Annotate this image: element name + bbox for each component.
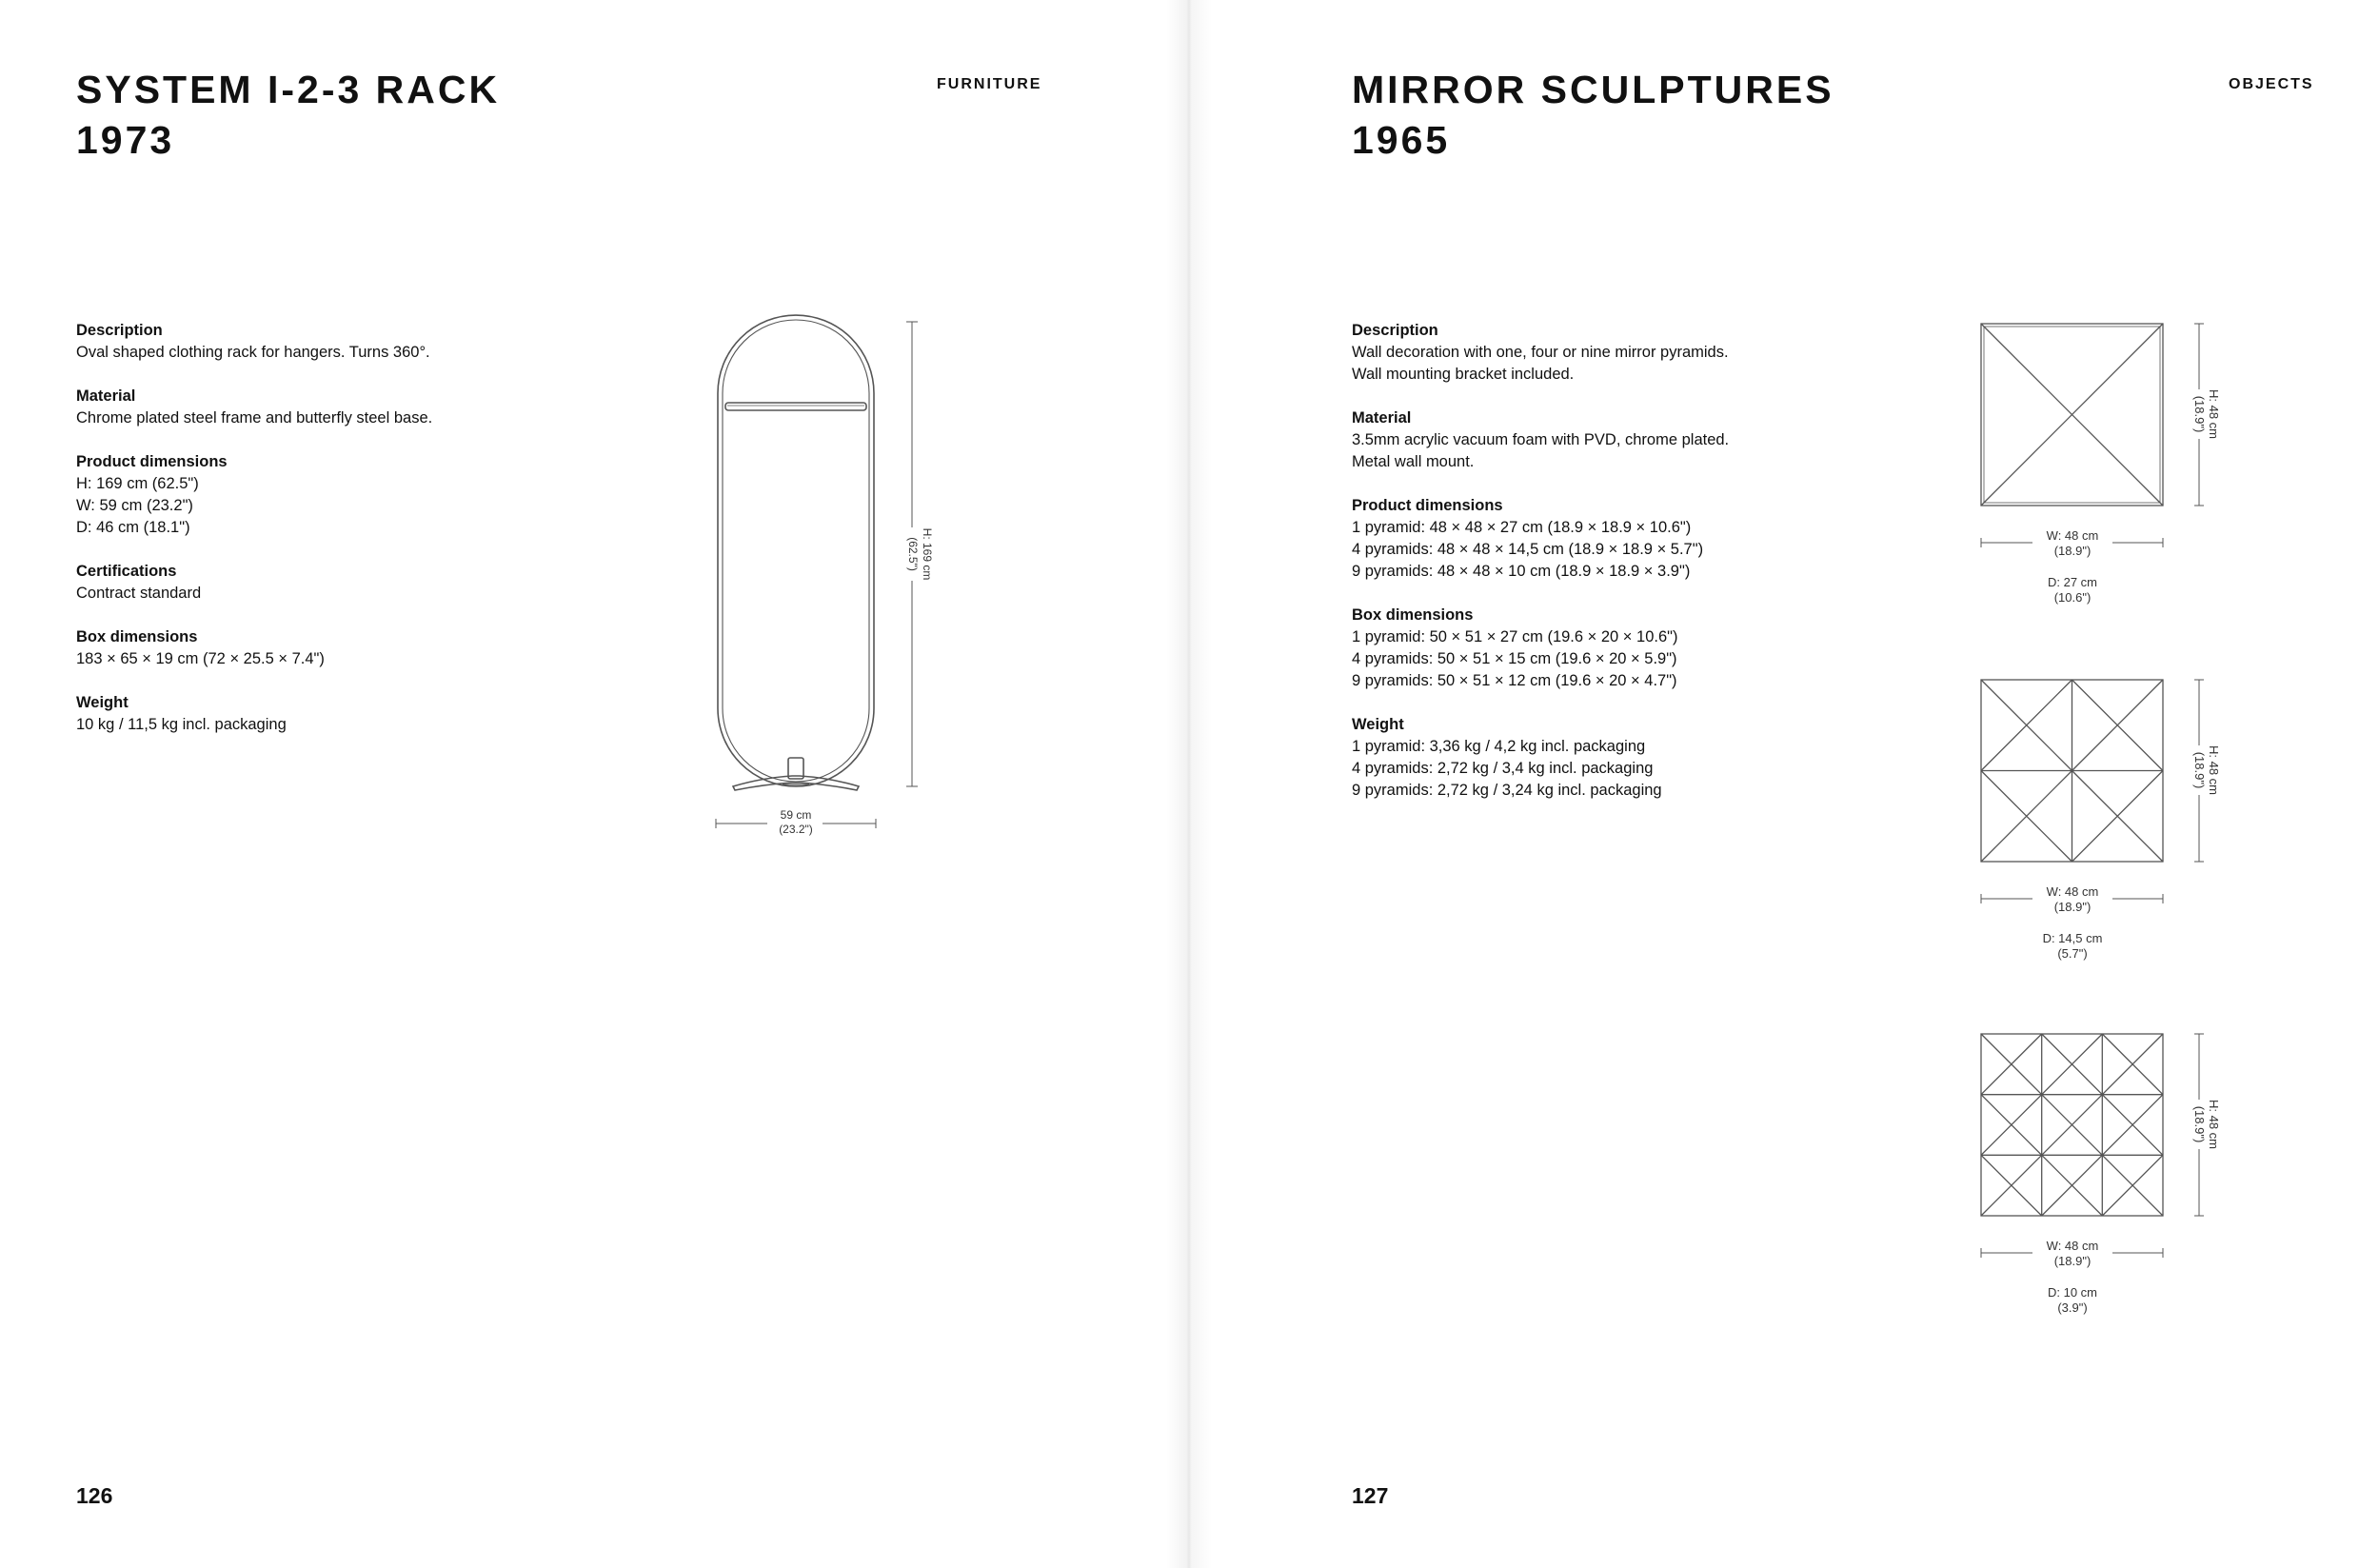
spec-product-dimensions	[1352, 495, 1729, 583]
height-label-inches: (18.9")	[2192, 1105, 2207, 1143]
left-title-year: 1973	[76, 118, 175, 162]
spec-value: 9 pyramids: 48 × 48 × 10 cm (18.9 × 18.9 × 3.9")	[1352, 563, 1691, 580]
height-label: H: 48 cm	[2207, 1099, 2221, 1150]
mirror-sculpture-9-drawing	[1970, 1029, 2221, 1324]
spec-label: Weight	[1352, 716, 1404, 733]
height-label-inches: (62.5")	[906, 537, 920, 571]
right-page	[1189, 0, 2379, 1568]
mirror-sculpture-1-drawing	[1970, 319, 2221, 614]
spec-value: H: 169 cm (62.5")	[76, 475, 199, 492]
depth-label-inches: (10.6")	[2053, 590, 2092, 605]
spec-weight	[76, 692, 432, 736]
spec-certifications	[76, 561, 432, 605]
right-page-title	[1352, 65, 1834, 166]
spec-value: 9 pyramids: 50 × 51 × 12 cm (19.6 × 20 × 4.7")	[1352, 672, 1677, 689]
spec-label: Box dimensions	[76, 628, 198, 645]
depth-label-inches: (5.7")	[2057, 946, 2088, 961]
spec-value: Contract standard	[76, 585, 202, 602]
spec-value: Metal wall mount.	[1352, 453, 1475, 470]
width-label-inches: (18.9")	[2053, 544, 2092, 558]
depth-label-inches: (3.9")	[2057, 1300, 2088, 1315]
spec-label: Product dimensions	[1352, 497, 1503, 514]
left-page-number: 126	[76, 1483, 113, 1508]
spec-weight	[1352, 714, 1729, 802]
spec-box-dimensions	[1352, 605, 1729, 692]
left-category-label: FURNITURE	[937, 76, 1042, 92]
height-label-inches: (18.9")	[2192, 751, 2207, 789]
spec-description	[1352, 320, 1729, 386]
left-title-product: SYSTEM I-2-3 RACK	[76, 68, 501, 111]
spec-value: 1 pyramid: 48 × 48 × 27 cm (18.9 × 18.9 × 10.6")	[1352, 519, 1692, 536]
width-label-inches: (23.2")	[779, 823, 813, 836]
spec-value: 4 pyramids: 50 × 51 × 15 cm (19.6 × 20 × 5.9")	[1352, 650, 1677, 667]
spec-label: Box dimensions	[1352, 606, 1474, 624]
width-label-inches: (18.9")	[2053, 900, 2092, 914]
width-label: 59 cm	[780, 808, 812, 822]
depth-label: D: 14,5 cm	[2042, 931, 2103, 945]
height-label: H: 48 cm	[2207, 744, 2221, 796]
spec-value: Chrome plated steel frame and butterfly steel base.	[76, 409, 433, 427]
spec-value: D: 46 cm (18.1")	[76, 519, 190, 536]
spec-value: 9 pyramids: 2,72 kg / 3,24 kg incl. packaging	[1352, 782, 1662, 799]
spec-value: 4 pyramids: 2,72 kg / 3,4 kg incl. packaging	[1352, 760, 1654, 777]
spec-value: 183 × 65 × 19 cm (72 × 25.5 × 7.4")	[76, 650, 325, 667]
rack-oval-inner	[723, 320, 869, 782]
spec-value: 1 pyramid: 3,36 kg / 4,2 kg incl. packaging	[1352, 738, 1646, 755]
spec-box-dimensions	[76, 626, 432, 670]
left-page-title	[76, 65, 500, 166]
spec-label: Description	[1352, 322, 1438, 339]
width-label-inches: (18.9")	[2053, 1254, 2092, 1268]
spec-material	[1352, 407, 1729, 473]
right-category-label: OBJECTS	[2229, 76, 2314, 92]
rack-hanger-bar	[725, 403, 866, 410]
right-specs	[1352, 320, 1729, 824]
clothing-rack-drawing	[704, 314, 933, 857]
spec-description	[76, 320, 432, 364]
mirror-sculpture-4-drawing	[1970, 675, 2221, 970]
width-label: W: 48 cm	[2046, 528, 2099, 543]
spec-material	[76, 386, 432, 429]
spec-value: Oval shaped clothing rack for hangers. Turns 360°.	[76, 344, 430, 361]
spec-value: 1 pyramid: 50 × 51 × 27 cm (19.6 × 20 × 10.6")	[1352, 628, 1678, 645]
spec-value: 10 kg / 11,5 kg incl. packaging	[76, 716, 287, 733]
spec-value: Wall mounting bracket included.	[1352, 366, 1575, 383]
right-title-year: 1965	[1352, 118, 1451, 162]
height-label: H: 169 cm	[921, 527, 934, 581]
spec-label: Description	[76, 322, 163, 339]
depth-label: D: 10 cm	[2047, 1285, 2098, 1300]
spec-value: W: 59 cm (23.2")	[76, 497, 193, 514]
height-label: H: 48 cm	[2207, 388, 2221, 440]
width-label: W: 48 cm	[2046, 1239, 2099, 1253]
height-label-inches: (18.9")	[2192, 395, 2207, 433]
left-page	[0, 0, 1189, 1568]
spec-label: Weight	[76, 694, 129, 711]
depth-label: D: 27 cm	[2047, 575, 2098, 589]
spec-label: Product dimensions	[76, 453, 228, 470]
spec-value: 4 pyramids: 48 × 48 × 14,5 cm (18.9 × 18.9 × 5.7")	[1352, 541, 1704, 558]
right-page-number: 127	[1352, 1483, 1389, 1508]
spec-label: Certifications	[76, 563, 177, 580]
left-specs	[76, 320, 432, 758]
spec-label: Material	[1352, 409, 1412, 427]
spec-product-dimensions	[76, 451, 432, 539]
spec-value: 3.5mm acrylic vacuum foam with PVD, chrome plated.	[1352, 431, 1730, 448]
width-label: W: 48 cm	[2046, 884, 2099, 899]
spec-label: Material	[76, 387, 136, 405]
right-title-product: MIRROR SCULPTURES	[1352, 68, 1834, 111]
rack-oval-outer	[718, 315, 874, 786]
spec-value: Wall decoration with one, four or nine mirror pyramids.	[1352, 344, 1729, 361]
